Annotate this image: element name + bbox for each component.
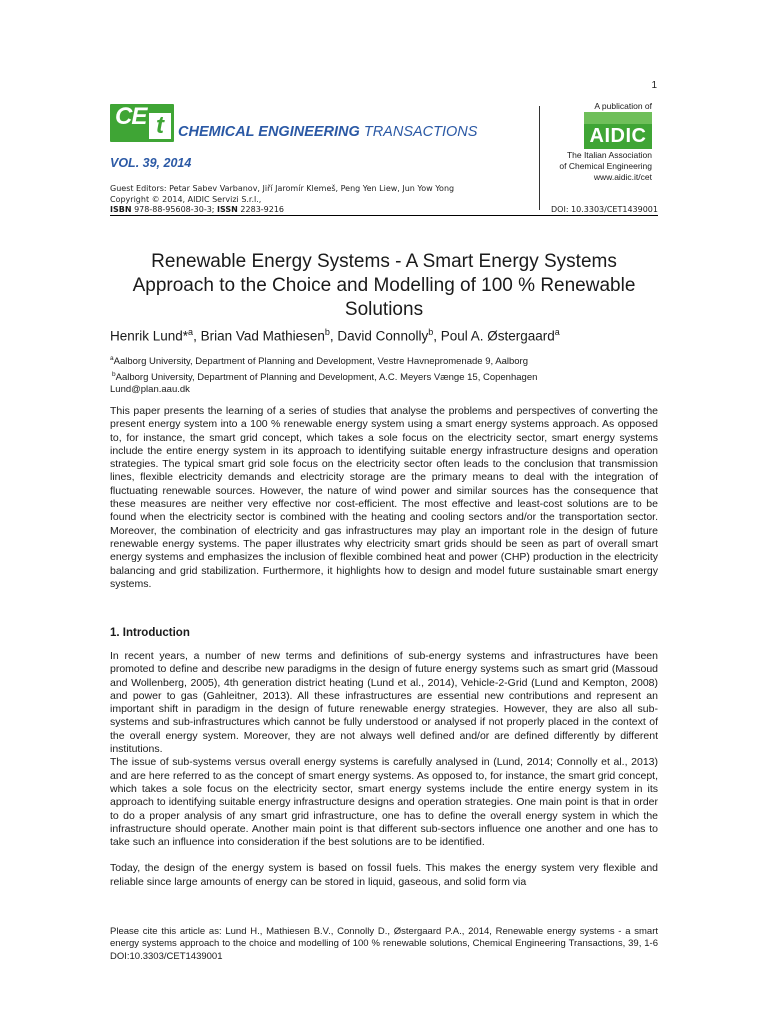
corresponding-email[interactable]: Lund@plan.aau.dk <box>110 384 190 396</box>
guest-editors: Guest Editors: Petar Sabev Varbanov, Jiří Jaromír Klemeš, Peng Yen Liew, Jun Yow Yong <box>110 184 455 193</box>
copyright: Copyright © 2014, AIDIC Servizi S.r.l., <box>110 195 262 204</box>
issn-value: 2283-9216 <box>237 205 285 214</box>
affiliation-a-marker: a <box>110 355 114 362</box>
intro-paragraph-2: The issue of sub-systems versus overall energy systems is carefully analysed in (Lund, 2014; Connolly et al., 2013) and are here referred to as the concept of smart energy systems. As opposed to, for instance, the smart grid concept, which takes a sole focus on the electricity sector, smart energy systems include the entire energy system in its approach to identifying suitable energy infrastructure designs and operation strategies. One main point is that in order to do a proper analysis of any smart grid infrastructure, one has to define the overall energy system in which the infrastructure should operate. Another main point is that different sub-sectors influence one another and one has to take such an influence into consideration if the best solutions are to be identified. <box>110 756 658 849</box>
author-2-affiliation: b <box>324 327 330 337</box>
isbn-issn <box>110 205 284 214</box>
affiliation-b-marker: b <box>112 370 116 378</box>
paper-title: Renewable Energy Systems - A Smart Energy Systems Approach to the Choice and Modelling of 100 % Renewable Solutions <box>132 251 636 320</box>
page-number: 1 <box>651 80 657 91</box>
issn-label: ISSN <box>217 205 238 214</box>
isbn-value: 978-88-95608-30-3; <box>131 205 218 214</box>
intro-paragraph-1: In recent years, a number of new terms and definitions of sub-energy systems and infrastructures have been promoted to define and describe new paradigms in the design of future energy systems such as smart grid (Massoud and Wollenberg, 2005), 4th generation district heating (Lund et al., 2014), Vehicle-2-Grid (Lund and Kempton, 2008) and power to gas (Gahleitner, 2013). All these infrastructures are essential new contributions and represent an important shift in paradigm in the design of future renewable energy strategies. However, they are also all sub-systems and sub-infrastructures which cannot be fully understood or analysed if not properly placed in the context of the overall energy system. Moreover, they are not always well defined and/or are defined differently by different institutions. <box>110 650 658 756</box>
publication-of-label: A publication of <box>594 101 652 111</box>
association-info <box>538 150 652 183</box>
volume-label: VOL. 39, 2014 <box>110 156 192 170</box>
journal-name-bold: CHEMICAL ENGINEERING <box>178 124 360 140</box>
author-3-affiliation: b <box>428 327 434 337</box>
affiliation-b-text: Aalborg University, Department of Planning and Development, A.C. Meyers Vænge 15, Copenhagen <box>115 371 538 383</box>
author-1: Henrik Lund* <box>110 328 189 344</box>
affiliations <box>110 353 537 397</box>
cet-logo <box>110 104 174 142</box>
isbn-label: ISBN <box>110 205 132 214</box>
affiliation-a <box>110 353 537 369</box>
author-4-affiliation: a <box>554 327 560 337</box>
author-1-affiliation: a <box>188 327 194 337</box>
section-heading-introduction: 1. Introduction <box>110 627 190 639</box>
introduction-body <box>110 650 658 889</box>
citation-footer: Please cite this article as: Lund H., Mathiesen B.V., Connolly D., Østergaard P.A., 2014, Renewable energy systems - a smart energy systems approach to the choice and modelling of 100 % renewable solutions, Chemical Engineering Transactions, 39, 1-6 DOI:10.3303/CET1439001 <box>110 926 658 962</box>
intro-paragraph-3: Today, the design of the energy system is based on fossil fuels. This makes the energy system very flexible and reliable since large amounts of energy can be stored in liquid, gaseous, and solid form via <box>110 862 658 888</box>
doi-header[interactable]: DOI: 10.3303/CET1439001 <box>551 205 658 214</box>
logo-ce-text: CE <box>115 103 147 130</box>
header-divider <box>110 215 658 216</box>
affiliation-a-text: Aalborg University, Department of Planning and Development, Vestre Havnepromenade 9, Aalborg <box>113 356 528 368</box>
editors-block <box>110 183 454 205</box>
aidic-logo <box>584 112 652 149</box>
association-url[interactable]: www.aidic.it/cet <box>593 172 652 182</box>
abstract: This paper presents the learning of a series of studies that analyse the problems and perspectives of converting the present energy system into a 100 % renewable energy system using a smart energy systems approach. As opposed to, for instance, the smart grid concept, which takes a sole focus on the electricity sector, smart energy systems include the entire energy system in its approach to identifying suitable energy infrastructure designs and operation strategies. The typical smart grid sole focus on the electricity sector often leads to the conclusion that transmission lines, flexible electricity demands and electricity storage are the primary means to deal with the integration of fluctuating renewable sources. However, the nature of wind power and similar sources has the consequence that these measures are neither very effective nor cost-efficient. The most effective and least-cost solutions are to be found when the electricity sector is combined with the heating and cooling sectors and/or the transportation sector. Moreover, the combination of electricity and gas infrastructures may play an important role in the design of future renewable energy systems. The paper illustrates why electricity smart grids should be seen as part of overall smart energy systems and emphasizes the inclusion of flexible combined heat and power (CHP) production in the electricity balancing and grid stabilization. Furthermore, it highlights how to design and model future sustainable smart energy systems. <box>110 405 658 590</box>
author-2: , Brian Vad Mathiesen <box>193 328 325 344</box>
author-3: , David Connolly <box>329 328 429 344</box>
aidic-logo-text: AIDIC <box>589 125 647 147</box>
logo-t-text: t <box>149 113 171 139</box>
association-line-1: The Italian Association <box>566 150 652 160</box>
journal-name <box>178 124 477 140</box>
aidic-logo-band <box>584 112 652 124</box>
affiliation-b <box>110 369 537 385</box>
author-4: , Poul A. Østergaard <box>433 328 555 344</box>
journal-name-rest: TRANSACTIONS <box>359 124 478 140</box>
association-line-2: of Chemical Engineering <box>559 161 652 171</box>
author-list <box>110 327 560 344</box>
